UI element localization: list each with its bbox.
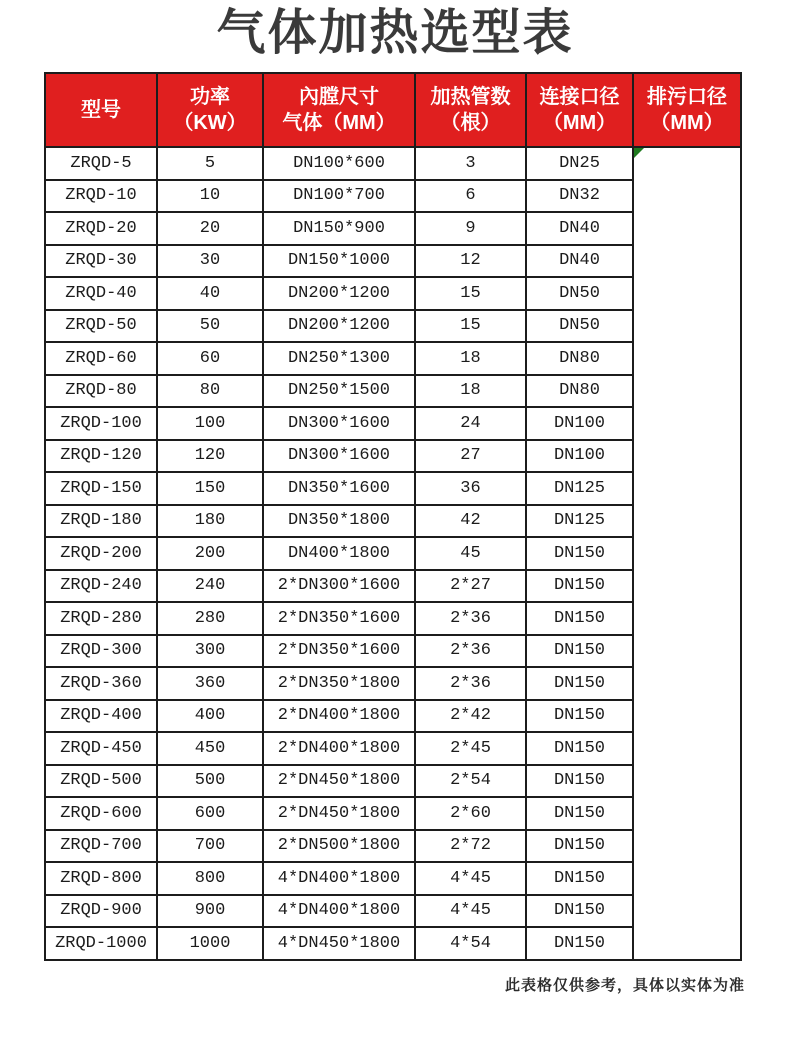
cell-tubes: 2*36 (415, 667, 526, 700)
cell-connection: DN150 (526, 927, 633, 960)
cell-model: ZRQD-900 (45, 895, 157, 928)
cell-power: 1000 (157, 927, 263, 960)
cell-chamber: DN150*900 (263, 212, 415, 245)
cell-tubes: 3 (415, 147, 526, 180)
table-body (45, 147, 741, 960)
cell-model: ZRQD-50 (45, 310, 157, 343)
cell-power: 200 (157, 537, 263, 570)
cell-power: 5 (157, 147, 263, 180)
cell-connection: DN40 (526, 212, 633, 245)
cell-connection: DN50 (526, 277, 633, 310)
cell-power: 20 (157, 212, 263, 245)
cell-connection: DN150 (526, 765, 633, 798)
cell-model: ZRQD-450 (45, 732, 157, 765)
cell-chamber: DN100*600 (263, 147, 415, 180)
cell-model: ZRQD-200 (45, 537, 157, 570)
cell-connection: DN150 (526, 635, 633, 668)
cell-tubes: 18 (415, 342, 526, 375)
cell-model: ZRQD-280 (45, 602, 157, 635)
cell-tubes: 15 (415, 310, 526, 343)
cell-chamber: DN400*1800 (263, 537, 415, 570)
cell-model: ZRQD-240 (45, 570, 157, 603)
column-header-model: 型号 (45, 73, 157, 147)
cell-drain-merged (633, 147, 741, 960)
cell-connection: DN150 (526, 667, 633, 700)
cell-chamber: 2*DN450*1800 (263, 765, 415, 798)
cell-model: ZRQD-40 (45, 277, 157, 310)
cell-power: 800 (157, 862, 263, 895)
cell-tubes: 45 (415, 537, 526, 570)
cell-tubes: 2*42 (415, 700, 526, 733)
cell-connection: DN80 (526, 375, 633, 408)
cell-tubes: 2*36 (415, 602, 526, 635)
column-header-chamber: 內膛尺寸 气体（MM） (263, 73, 415, 147)
cell-connection: DN125 (526, 505, 633, 538)
cell-power: 500 (157, 765, 263, 798)
header-row (45, 73, 741, 147)
cell-power: 900 (157, 895, 263, 928)
cell-model: ZRQD-400 (45, 700, 157, 733)
cell-tubes: 2*60 (415, 797, 526, 830)
column-header-power: 功率 （KW） (157, 73, 263, 147)
cell-power: 180 (157, 505, 263, 538)
cell-model: ZRQD-600 (45, 797, 157, 830)
cell-power: 360 (157, 667, 263, 700)
cell-power: 60 (157, 342, 263, 375)
cell-chamber: 2*DN500*1800 (263, 830, 415, 863)
cell-tubes: 4*54 (415, 927, 526, 960)
cell-tubes: 2*54 (415, 765, 526, 798)
cell-power: 700 (157, 830, 263, 863)
cell-connection: DN100 (526, 440, 633, 473)
cell-model: ZRQD-180 (45, 505, 157, 538)
cell-power: 120 (157, 440, 263, 473)
cell-chamber: 2*DN300*1600 (263, 570, 415, 603)
footer-note: 此表格仅供参考，具体以实体为准 (504, 976, 745, 994)
cell-power: 240 (157, 570, 263, 603)
cell-tubes: 2*72 (415, 830, 526, 863)
column-header-connection: 连接口径 （MM） (526, 73, 633, 147)
cell-model: ZRQD-700 (45, 830, 157, 863)
cell-model: ZRQD-150 (45, 472, 157, 505)
cell-power: 400 (157, 700, 263, 733)
table-header (45, 73, 741, 147)
cell-power: 10 (157, 180, 263, 213)
cell-chamber: DN350*1800 (263, 505, 415, 538)
cell-chamber: 4*DN400*1800 (263, 862, 415, 895)
cell-tubes: 36 (415, 472, 526, 505)
cell-chamber: 2*DN450*1800 (263, 797, 415, 830)
column-header-tubes: 加热管数 （根） (415, 73, 526, 147)
cell-model: ZRQD-60 (45, 342, 157, 375)
cell-power: 300 (157, 635, 263, 668)
cell-model: ZRQD-10 (45, 180, 157, 213)
gas-heater-selection-table (44, 72, 742, 961)
cell-connection: DN150 (526, 895, 633, 928)
cell-connection: DN150 (526, 602, 633, 635)
cell-chamber: 4*DN450*1800 (263, 927, 415, 960)
cell-connection: DN125 (526, 472, 633, 505)
cell-power: 150 (157, 472, 263, 505)
cell-connection: DN100 (526, 407, 633, 440)
cell-tubes: 2*27 (415, 570, 526, 603)
cell-model: ZRQD-1000 (45, 927, 157, 960)
cell-model: ZRQD-360 (45, 667, 157, 700)
column-header-drain: 排污口径 （MM） (633, 73, 741, 147)
cell-connection: DN150 (526, 732, 633, 765)
cell-chamber: DN200*1200 (263, 277, 415, 310)
cell-model: ZRQD-500 (45, 765, 157, 798)
cell-tubes: 15 (415, 277, 526, 310)
cell-model: ZRQD-800 (45, 862, 157, 895)
green-corner-triangle-icon (634, 148, 644, 158)
cell-connection: DN150 (526, 862, 633, 895)
page-title: 气体加热选型表 (216, 6, 574, 60)
cell-chamber: DN300*1600 (263, 407, 415, 440)
cell-tubes: 9 (415, 212, 526, 245)
cell-tubes: 42 (415, 505, 526, 538)
cell-power: 600 (157, 797, 263, 830)
cell-chamber: DN150*1000 (263, 245, 415, 278)
cell-power: 280 (157, 602, 263, 635)
cell-chamber: 2*DN400*1800 (263, 700, 415, 733)
cell-model: ZRQD-5 (45, 147, 157, 180)
cell-connection: DN25 (526, 147, 633, 180)
cell-power: 100 (157, 407, 263, 440)
cell-power: 40 (157, 277, 263, 310)
cell-power: 80 (157, 375, 263, 408)
cell-power: 30 (157, 245, 263, 278)
cell-tubes: 2*45 (415, 732, 526, 765)
cell-power: 50 (157, 310, 263, 343)
cell-power: 450 (157, 732, 263, 765)
cell-chamber: DN100*700 (263, 180, 415, 213)
cell-connection: DN150 (526, 700, 633, 733)
cell-model: ZRQD-30 (45, 245, 157, 278)
cell-connection: DN50 (526, 310, 633, 343)
cell-chamber: DN300*1600 (263, 440, 415, 473)
cell-chamber: DN350*1600 (263, 472, 415, 505)
cell-model: ZRQD-300 (45, 635, 157, 668)
page (0, 2, 790, 995)
cell-connection: DN150 (526, 570, 633, 603)
cell-connection: DN150 (526, 797, 633, 830)
cell-tubes: 18 (415, 375, 526, 408)
cell-tubes: 12 (415, 245, 526, 278)
cell-model: ZRQD-100 (45, 407, 157, 440)
cell-tubes: 6 (415, 180, 526, 213)
cell-chamber: 2*DN350*1600 (263, 602, 415, 635)
cell-chamber: DN250*1300 (263, 342, 415, 375)
cell-chamber: DN250*1500 (263, 375, 415, 408)
cell-chamber: 4*DN400*1800 (263, 895, 415, 928)
cell-tubes: 2*36 (415, 635, 526, 668)
cell-connection: DN40 (526, 245, 633, 278)
cell-chamber: 2*DN350*1800 (263, 667, 415, 700)
cell-tubes: 24 (415, 407, 526, 440)
cell-tubes: 4*45 (415, 862, 526, 895)
cell-tubes: 27 (415, 440, 526, 473)
cell-chamber: 2*DN400*1800 (263, 732, 415, 765)
cell-model: ZRQD-80 (45, 375, 157, 408)
cell-connection: DN80 (526, 342, 633, 375)
cell-connection: DN150 (526, 537, 633, 570)
cell-chamber: 2*DN350*1600 (263, 635, 415, 668)
cell-chamber: DN200*1200 (263, 310, 415, 343)
cell-connection: DN150 (526, 830, 633, 863)
cell-connection: DN32 (526, 180, 633, 213)
cell-model: ZRQD-20 (45, 212, 157, 245)
cell-model: ZRQD-120 (45, 440, 157, 473)
cell-tubes: 4*45 (415, 895, 526, 928)
table-row (45, 147, 741, 180)
